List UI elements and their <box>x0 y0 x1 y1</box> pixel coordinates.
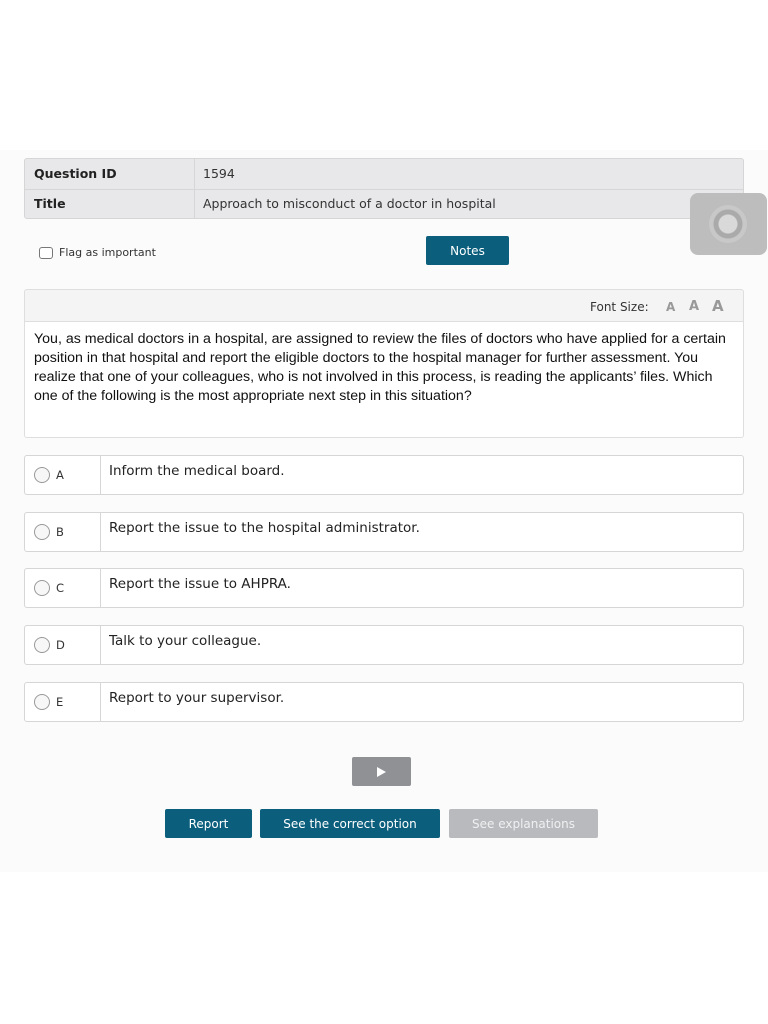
option-c[interactable] <box>24 568 744 608</box>
option-letter: E <box>56 695 64 709</box>
assistive-touch-button[interactable] <box>690 193 767 255</box>
question-id-value: 1594 <box>203 166 235 181</box>
notes-button[interactable]: Notes <box>426 236 509 265</box>
option-text: Report the issue to AHPRA. <box>109 576 291 592</box>
radio-icon[interactable] <box>34 580 50 596</box>
divider <box>194 189 195 219</box>
question-meta-table <box>24 158 744 219</box>
divider <box>194 159 195 189</box>
question-id-label: Question ID <box>34 166 117 181</box>
flag-important-label: Flag as important <box>59 246 156 259</box>
next-button[interactable] <box>352 757 411 786</box>
report-button[interactable]: Report <box>165 809 252 838</box>
assistive-touch-icon <box>709 205 747 243</box>
play-icon <box>377 767 386 777</box>
option-text: Inform the medical board. <box>109 463 285 479</box>
font-size-medium-button[interactable]: A <box>689 299 700 314</box>
see-correct-option-button[interactable]: See the correct option <box>260 809 440 838</box>
option-text: Talk to your colleague. <box>109 633 262 649</box>
radio-icon[interactable] <box>34 467 50 483</box>
question-id-row <box>25 159 743 190</box>
font-size-label: Font Size: <box>590 300 649 314</box>
option-text: Report to your supervisor. <box>109 690 285 706</box>
see-explanations-button[interactable]: See explanations <box>449 809 598 838</box>
divider <box>100 683 101 721</box>
divider <box>100 513 101 551</box>
option-letter: B <box>56 525 64 539</box>
option-e[interactable] <box>24 682 744 722</box>
divider <box>100 626 101 664</box>
option-d[interactable] <box>24 625 744 665</box>
radio-icon[interactable] <box>34 637 50 653</box>
option-a[interactable] <box>24 455 744 495</box>
font-size-bar <box>24 289 744 322</box>
option-text: Report the issue to the hospital administrator. <box>109 520 420 536</box>
font-size-large-button[interactable]: A <box>712 297 724 315</box>
divider <box>100 569 101 607</box>
font-size-small-button[interactable]: A <box>666 300 676 314</box>
title-label: Title <box>34 196 66 211</box>
option-letter: C <box>56 581 65 595</box>
radio-icon[interactable] <box>34 524 50 540</box>
option-letter: A <box>56 468 64 482</box>
divider <box>100 456 101 494</box>
title-value: Approach to misconduct of a doctor in hospital <box>203 196 496 211</box>
question-stem: You, as medical doctors in a hospital, are assigned to review the files of doctors who have applied for a certain position in that hospital and report the eligible doctors to the hospital manager for further assessment. You realize that one of your colleagues, who is not involved in this process, is reading the applicants’ files. Which one of the following is the most appropriate next step in this situation? <box>24 322 744 438</box>
radio-icon[interactable] <box>34 694 50 710</box>
title-row <box>25 189 743 219</box>
option-b[interactable] <box>24 512 744 552</box>
checkbox-icon[interactable] <box>39 247 53 259</box>
flag-important-checkbox[interactable] <box>39 246 156 259</box>
option-letter: D <box>56 638 65 652</box>
